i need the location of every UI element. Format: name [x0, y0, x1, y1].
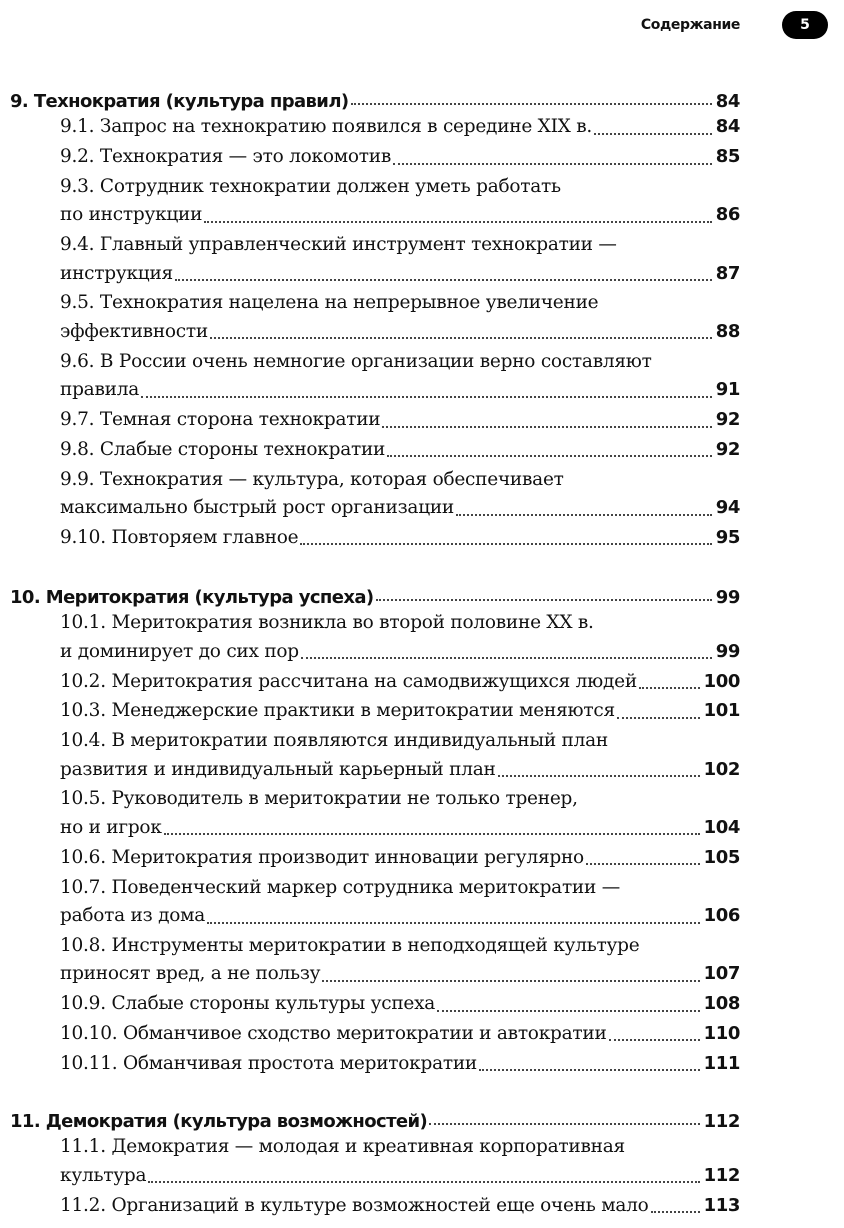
toc-entry[interactable] — [60, 785, 740, 842]
toc-chapter — [10, 578, 740, 1078]
dot-leader — [393, 163, 712, 165]
entry-page-number: 112 — [703, 1164, 740, 1186]
entry-page-number: 102 — [703, 758, 740, 780]
entry-text-line: 10.8. Инструменты меритократии в неподходящей культуре — [60, 934, 640, 956]
toc-entry[interactable] — [60, 1192, 740, 1221]
toc-entry[interactable] — [60, 231, 740, 288]
dot-leader — [322, 980, 699, 982]
entry-page-number: 91 — [715, 379, 740, 401]
entry-last-line — [60, 1050, 740, 1079]
dot-leader — [376, 599, 712, 601]
toc-entry[interactable] — [60, 466, 740, 523]
entry-page-number: 85 — [715, 146, 740, 168]
entry-text-line: 10.7. Поведенческий маркер сотрудника меритократии — — [60, 876, 620, 898]
entry-last-line — [60, 756, 740, 785]
dot-leader — [175, 279, 712, 281]
entry-text-line: 10.3. Менеджерские практики в меритократии меняются — [60, 700, 615, 722]
dot-leader — [164, 833, 700, 835]
entry-last-line — [60, 960, 740, 989]
toc-entry[interactable] — [60, 1020, 740, 1049]
entry-text-line: 9.9. Технократия — культура, которая обеспечивает — [60, 468, 564, 490]
entry-text-line: максимально быстрый рост организации — [60, 497, 454, 519]
entry-last-line — [60, 1162, 740, 1191]
entry-text-line: 9.4. Главный управленческий инструмент технократии — — [60, 234, 617, 256]
entry-text-line: культура — [60, 1164, 147, 1186]
entry-last-line — [60, 143, 740, 172]
dot-leader — [204, 221, 712, 223]
dot-leader — [207, 922, 700, 924]
chapter-title: 11. Демократия (культура возможностей) — [10, 1111, 428, 1132]
entry-text-line: развития и индивидуальный карьерный план — [60, 758, 496, 780]
toc-entry[interactable] — [60, 289, 740, 346]
entry-last-line — [60, 494, 740, 523]
entry-last-line — [60, 524, 740, 553]
entry-text-line: 11.1. Демократия — молодая и креативная корпоративная — [60, 1136, 625, 1158]
entry-text-line: инструкция — [60, 262, 173, 284]
entry-text-line: 9.8. Слабые стороны технократии — [60, 438, 386, 460]
toc-entry[interactable] — [60, 609, 740, 666]
chapter-heading[interactable] — [10, 1102, 740, 1132]
entry-last-line — [60, 668, 740, 697]
chapter-heading[interactable] — [10, 82, 740, 112]
entry-last-line — [60, 201, 740, 230]
entry-text-line: 9.5. Технократия нацелена на непрерывное увеличение — [60, 292, 599, 314]
chapter-heading[interactable] — [10, 578, 740, 608]
entry-text-line: работа из дома — [60, 905, 206, 927]
chapter-title: 9. Технократия (культура правил) — [10, 91, 349, 112]
entry-last-line — [60, 697, 740, 726]
entry-text-line: 9.7. Темная сторона технократии — [60, 409, 381, 431]
toc-entry[interactable] — [60, 406, 740, 435]
dot-leader — [639, 687, 700, 689]
toc-entry[interactable] — [60, 113, 740, 142]
dot-leader — [498, 775, 700, 777]
toc-entry[interactable] — [60, 990, 740, 1019]
entry-text-line: приносят вред, а не пользу — [60, 963, 321, 985]
entry-page-number: 113 — [703, 1194, 740, 1216]
dot-leader — [301, 657, 712, 659]
entry-text-line: эффективности — [60, 320, 208, 342]
chapter-page-number: 99 — [715, 587, 740, 608]
dot-leader — [351, 103, 712, 105]
toc-entry[interactable] — [60, 727, 740, 784]
toc-chapter — [10, 82, 740, 552]
entry-text-line: 9.6. В России очень немногие организации верно составляют — [60, 350, 652, 372]
dot-leader — [609, 1039, 700, 1041]
entry-last-line — [60, 814, 740, 843]
dot-leader — [479, 1069, 700, 1071]
entry-last-line — [60, 260, 740, 289]
toc-chapter — [10, 1102, 740, 1220]
entry-page-number: 88 — [715, 320, 740, 342]
entry-text-line: но и игрок — [60, 816, 162, 838]
entry-page-number: 105 — [703, 846, 740, 868]
entry-last-line — [60, 844, 740, 873]
entry-last-line — [60, 406, 740, 435]
entry-text-line: правила — [60, 379, 139, 401]
dot-leader — [141, 396, 712, 398]
dot-leader — [148, 1181, 699, 1183]
chapter-title: 10. Меритократия (культура успеха) — [10, 587, 374, 608]
entry-page-number: 92 — [715, 409, 740, 431]
entry-text-line: 10.11. Обманчивая простота меритократии — [60, 1052, 477, 1074]
dot-leader — [437, 1010, 700, 1012]
entry-page-number: 110 — [703, 1022, 740, 1044]
dot-leader — [617, 717, 700, 719]
entry-last-line — [60, 318, 740, 347]
toc-entry[interactable] — [60, 874, 740, 931]
entry-text-line: 10.4. В меритократии появляются индивидуальный план — [60, 730, 608, 752]
entry-text-line: 10.2. Меритократия рассчитана на самодвижущихся людей — [60, 670, 637, 692]
running-head-title: Содержание — [640, 17, 740, 33]
dot-leader — [300, 543, 711, 545]
dot-leader — [456, 514, 712, 516]
entry-text-line: 9.1. Запрос на технократию появился в середине XIX в. — [60, 116, 593, 138]
entry-page-number: 84 — [715, 116, 740, 138]
entry-text-line: 10.9. Слабые стороны культуры успеха — [60, 993, 436, 1015]
entry-text-line: 11.2. Организаций в культуре возможностей еще очень мало — [60, 1194, 649, 1216]
entry-page-number: 111 — [703, 1052, 740, 1074]
entry-text-line: 10.1. Меритократия возникла во второй половине XX в. — [60, 612, 594, 634]
entry-last-line — [60, 376, 740, 405]
dot-leader — [429, 1123, 699, 1125]
toc-entry[interactable] — [60, 668, 740, 697]
entry-last-line — [60, 436, 740, 465]
toc-entry[interactable] — [60, 932, 740, 989]
dot-leader — [586, 863, 700, 865]
entry-last-line — [60, 990, 740, 1019]
toc-entry[interactable] — [60, 1050, 740, 1079]
entry-page-number: 107 — [703, 963, 740, 985]
dot-leader — [594, 133, 712, 135]
toc-entry[interactable] — [60, 844, 740, 873]
entry-page-number: 99 — [715, 640, 740, 662]
page-number-badge: 5 — [782, 11, 828, 39]
entry-text-line: 9.2. Технократия — это локомотив — [60, 146, 392, 168]
entry-text-line: 10.6. Меритократия производит инновации регулярно — [60, 846, 584, 868]
entry-page-number: 95 — [715, 526, 740, 548]
chapter-page-number: 84 — [715, 91, 740, 112]
dot-leader — [210, 337, 712, 339]
dot-leader — [387, 455, 712, 457]
chapter-page-number: 112 — [703, 1111, 740, 1132]
entry-last-line — [60, 1020, 740, 1049]
entry-text-line: 10.5. Руководитель в меритократии не только тренер, — [60, 788, 578, 810]
entry-last-line — [60, 113, 740, 142]
dot-leader — [382, 426, 711, 428]
entry-page-number: 94 — [715, 497, 740, 519]
entry-text-line: по инструкции — [60, 204, 203, 226]
entry-last-line — [60, 1192, 740, 1221]
entry-page-number: 106 — [703, 905, 740, 927]
dot-leader — [651, 1211, 700, 1213]
entry-page-number: 87 — [715, 262, 740, 284]
entry-last-line — [60, 902, 740, 931]
toc-entry[interactable] — [60, 697, 740, 726]
toc-entry[interactable] — [60, 436, 740, 465]
entry-page-number: 100 — [703, 670, 740, 692]
toc-entry[interactable] — [60, 1133, 740, 1190]
entry-text-line: 10.10. Обманчивое сходство меритократии и автократии — [60, 1022, 607, 1044]
entry-text-line: 9.10. Повторяем главное — [60, 526, 299, 548]
toc-entry[interactable] — [60, 524, 740, 553]
entry-page-number: 92 — [715, 438, 740, 460]
entry-last-line — [60, 638, 740, 667]
entry-page-number: 86 — [715, 204, 740, 226]
entry-text-line: 9.3. Сотрудник технократии должен уметь работать — [60, 175, 561, 197]
toc-entry[interactable] — [60, 173, 740, 230]
entry-page-number: 108 — [703, 993, 740, 1015]
entry-text-line: и доминирует до сих пор — [60, 640, 299, 662]
entry-page-number: 101 — [703, 700, 740, 722]
toc-entry[interactable] — [60, 348, 740, 405]
toc-entry[interactable] — [60, 143, 740, 172]
entry-page-number: 104 — [703, 816, 740, 838]
